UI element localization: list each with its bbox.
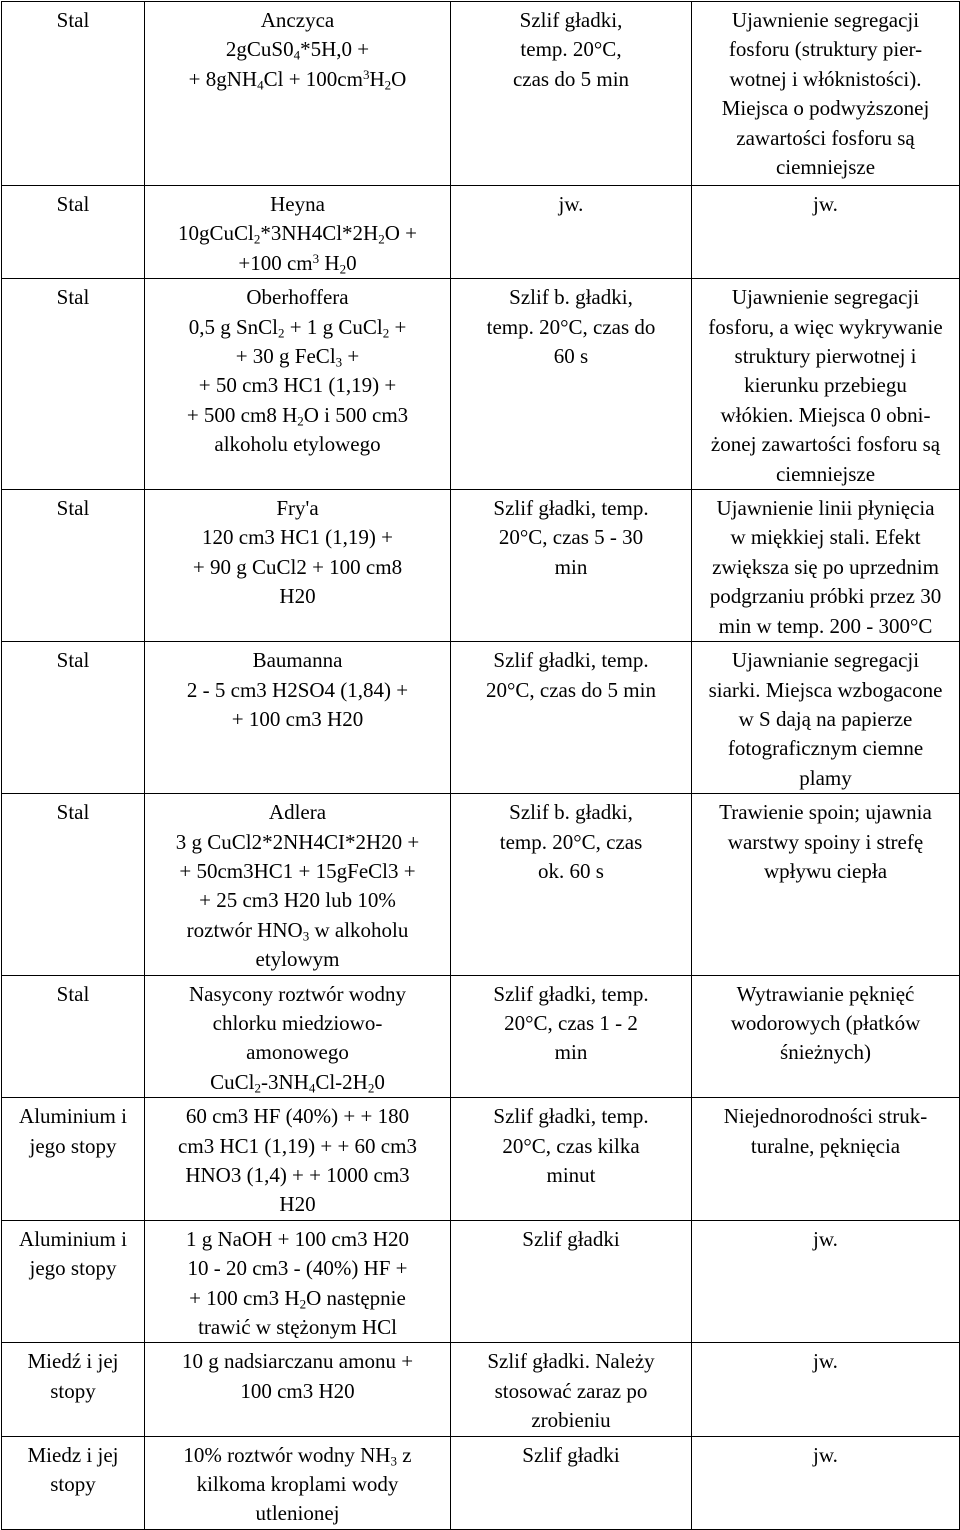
table-row bbox=[2, 1436, 960, 1529]
cell-line: Aluminium i bbox=[19, 1104, 127, 1129]
cell-line: + 100 cm3 $H_2O$ następnie bbox=[189, 1285, 406, 1311]
cell-line: minut bbox=[546, 1163, 596, 1187]
cell-line: Nasycony roztwór wodny bbox=[189, 981, 406, 1006]
cell-line: + 100 cm3 H20 bbox=[231, 706, 364, 731]
cell-line: + 50 cm3 HC1 (1,19) + bbox=[198, 373, 397, 398]
cell-line: amonowego bbox=[246, 1040, 349, 1065]
cell-line: + 90 g CuCl2 + 100 cm8 bbox=[192, 554, 403, 579]
cell-line: +100 $cm^3$ $H_20$ bbox=[238, 250, 357, 277]
material-cell bbox=[2, 279, 145, 490]
cell-line: stopy bbox=[50, 1472, 96, 1497]
cell-line: Szlif gładki, temp. bbox=[493, 648, 649, 673]
table-body bbox=[2, 2, 960, 1530]
cell-line: Miejsca o podwyższonej bbox=[721, 96, 930, 121]
cell-line: wotnej i włóknistości). bbox=[729, 66, 922, 91]
cell-line: Oberhoffera bbox=[246, 285, 349, 310]
cell-line: Szlif gładki, bbox=[519, 8, 623, 32]
cell-line: Szlif gładki. Należy bbox=[487, 1349, 655, 1374]
application-cell bbox=[692, 279, 960, 490]
reagent-cell bbox=[145, 1220, 451, 1343]
conditions-cell bbox=[451, 1343, 692, 1436]
cell-line: Ujawnienie segregacji bbox=[731, 285, 920, 310]
application-cell bbox=[692, 1220, 960, 1343]
cell-line: 20°C, czas 1 - 2 bbox=[504, 1010, 638, 1035]
application-cell bbox=[692, 2, 960, 186]
conditions-cell bbox=[451, 186, 692, 279]
cell-line: 60 s bbox=[553, 344, 589, 369]
cell-line: stosować zaraz po bbox=[494, 1378, 648, 1403]
cell-line: Stal bbox=[56, 800, 90, 825]
cell-line: włókien. Miejsca 0 obni- bbox=[720, 402, 931, 427]
reagent-cell bbox=[145, 279, 451, 490]
material-cell bbox=[2, 186, 145, 279]
cell-line: 20°C, czas 5 - 30 bbox=[498, 525, 644, 550]
cell-line: temp. 20°C, czas bbox=[499, 829, 643, 854]
cell-line: śnieżnych) bbox=[780, 1040, 871, 1065]
conditions-cell bbox=[451, 1220, 692, 1343]
cell-line: + $8gNH_4Cl + 100cm^3H_2O$ bbox=[188, 66, 407, 93]
cell-line: Aluminium i bbox=[19, 1226, 127, 1251]
cell-line: ciemniejsze bbox=[775, 155, 876, 180]
cell-line: temp. 20°C, czas do bbox=[486, 314, 656, 339]
cell-line: 120 cm3 HC1 (1,19) + bbox=[202, 525, 393, 550]
cell-line: Wytrawianie pęknięć bbox=[736, 981, 915, 1006]
application-cell bbox=[692, 642, 960, 794]
reagent-cell bbox=[145, 2, 451, 186]
reagent-cell bbox=[145, 1436, 451, 1529]
cell-line: Adlera bbox=[268, 800, 327, 825]
conditions-cell bbox=[451, 794, 692, 975]
cell-line: Stal bbox=[56, 8, 90, 32]
cell-line: Ujawnienie segregacji bbox=[731, 8, 920, 32]
cell-line: fosforu (struktury pier- bbox=[728, 37, 923, 62]
cell-line: 2 - 5 cm3 H2SO4 (1,84) + bbox=[186, 677, 409, 702]
cell-line: Szlif gładki bbox=[522, 1226, 620, 1251]
cell-line: Heyna bbox=[270, 192, 325, 216]
cell-line: ok. 60 s bbox=[538, 858, 604, 883]
cell-line: ciemniejsze bbox=[775, 461, 876, 486]
material-cell bbox=[2, 975, 145, 1098]
material-cell bbox=[2, 490, 145, 642]
material-cell bbox=[2, 642, 145, 794]
table-row bbox=[2, 490, 960, 642]
cell-line: H20 bbox=[279, 584, 316, 609]
cell-line: min bbox=[554, 554, 588, 579]
cell-line: 1 g NaOH + 100 cm3 H20 bbox=[186, 1226, 409, 1251]
cell-line: wodorowych (płatków bbox=[730, 1010, 921, 1035]
cell-line: plamy bbox=[799, 765, 852, 790]
cell-line: Niejednorodności struk- bbox=[723, 1104, 928, 1129]
cell-line: 20°C, czas do 5 min bbox=[486, 677, 656, 702]
application-cell bbox=[692, 975, 960, 1098]
table-row bbox=[2, 1098, 960, 1221]
cell-line: jw. bbox=[813, 1349, 838, 1374]
cell-line: warstwy spoiny i strefę bbox=[727, 829, 924, 854]
cell-line: zawartości fosforu są bbox=[736, 125, 915, 150]
cell-line: $2gCuS0_4*5H,0$ + bbox=[225, 37, 370, 63]
cell-line: Szlif gładki, temp. bbox=[493, 981, 649, 1006]
cell-line: w S dają na papierze bbox=[738, 706, 913, 731]
conditions-cell bbox=[451, 642, 692, 794]
table-row bbox=[2, 2, 960, 186]
material-cell bbox=[2, 1220, 145, 1343]
cell-line: temp. 20°C, bbox=[520, 37, 622, 62]
cell-line: struktury pierwotnej i bbox=[734, 344, 917, 369]
cell-line: wpływu ciepła bbox=[763, 858, 888, 883]
table-row bbox=[2, 794, 960, 975]
conditions-cell bbox=[451, 2, 692, 186]
reagent-cell bbox=[145, 490, 451, 642]
table-row bbox=[2, 975, 960, 1098]
reagent-cell bbox=[145, 1098, 451, 1221]
table-row bbox=[2, 1220, 960, 1343]
cell-line: jw. bbox=[813, 192, 838, 216]
application-cell bbox=[692, 490, 960, 642]
cell-line: alkoholu etylowego bbox=[214, 432, 381, 457]
cell-line: turalne, pęknięcia bbox=[750, 1133, 901, 1158]
table-row bbox=[2, 1343, 960, 1436]
cell-line: utlenionej bbox=[255, 1501, 340, 1526]
application-cell bbox=[692, 1343, 960, 1436]
cell-line: trawić w stężonym HCl bbox=[198, 1315, 397, 1340]
cell-line: kilkoma kroplami wody bbox=[196, 1472, 399, 1497]
cell-line: chlorku miedziowo- bbox=[212, 1010, 383, 1035]
cell-line: min bbox=[554, 1040, 588, 1065]
cell-line: kierunku przebiegu bbox=[744, 373, 907, 398]
cell-line: 10 - 20 cm3 - (40%) HF + bbox=[187, 1256, 408, 1281]
conditions-cell bbox=[451, 279, 692, 490]
cell-line: + 500 cm8 $H_2O$ i 500 cm3 bbox=[186, 402, 409, 429]
cell-line: Ujawnienie linii płynięcia bbox=[716, 496, 935, 521]
cell-line: jego stopy bbox=[29, 1133, 117, 1158]
cell-line: zwiększa się po uprzednim bbox=[712, 554, 939, 579]
cell-line: Szlif b. gładki, bbox=[509, 800, 633, 825]
cell-line: 0,5 g SnCl$_2$ + 1 g CuCl$_2$ + bbox=[188, 314, 407, 340]
reagent-cell bbox=[145, 642, 451, 794]
cell-line: 10% roztwór wodny $NH_3$ z bbox=[183, 1442, 412, 1468]
conditions-cell bbox=[451, 490, 692, 642]
table-row bbox=[2, 279, 960, 490]
cell-line: $10gCuCl_2*3NH4Cl*2H_2O$ + bbox=[178, 221, 417, 247]
reagent-cell bbox=[145, 794, 451, 975]
material-cell bbox=[2, 1098, 145, 1221]
material-cell bbox=[2, 794, 145, 975]
conditions-cell bbox=[451, 1098, 692, 1221]
cell-line: Stal bbox=[56, 192, 90, 216]
material-cell bbox=[2, 2, 145, 186]
cell-line: H20 bbox=[279, 1192, 316, 1217]
cell-line: jw. bbox=[558, 192, 584, 216]
cell-line: $CuCl_2-3NH_4Cl-2H_20$ bbox=[210, 1069, 385, 1096]
cell-line: Trawienie spoin; ujawnia bbox=[719, 800, 932, 825]
cell-line: czas do 5 min bbox=[512, 66, 630, 91]
cell-line: jego stopy bbox=[29, 1256, 117, 1281]
cell-line: 20°C, czas kilka bbox=[502, 1133, 640, 1158]
cell-line: Stal bbox=[56, 981, 90, 1006]
cell-line: HNO3 (1,4) + + 1000 cm3 bbox=[185, 1163, 410, 1187]
cell-line: Miedź i jej bbox=[27, 1349, 119, 1374]
table-row bbox=[2, 186, 960, 279]
cell-line: zrobieniu bbox=[531, 1408, 611, 1433]
cell-line: 3 g CuCl2*2NH4CI*2H20 + bbox=[175, 829, 420, 854]
cell-line: Ujawnianie segregacji bbox=[731, 648, 920, 673]
cell-line: min w temp. 200 - 300°C bbox=[718, 613, 933, 638]
cell-line: + 25 cm3 H20 lub 10% bbox=[199, 888, 396, 913]
reagent-cell bbox=[145, 975, 451, 1098]
etching-reagents-table bbox=[1, 1, 960, 1530]
cell-line: Stal bbox=[56, 285, 90, 310]
application-cell bbox=[692, 186, 960, 279]
cell-line: fotograficznym ciemne bbox=[727, 736, 924, 761]
cell-line: Szlif gładki, temp. bbox=[493, 1104, 649, 1129]
cell-line: siarki. Miejsca wzbogacone bbox=[708, 677, 943, 702]
cell-line: jw. bbox=[813, 1442, 838, 1467]
reagent-cell bbox=[145, 1343, 451, 1436]
table-row bbox=[2, 642, 960, 794]
cell-line: roztwór $HNO_3$ w alkoholu bbox=[186, 917, 409, 943]
reagent-cell bbox=[145, 186, 451, 279]
cell-line: 10 g nadsiarczanu amonu + bbox=[181, 1349, 414, 1374]
material-cell bbox=[2, 1436, 145, 1529]
material-cell bbox=[2, 1343, 145, 1436]
cell-line: etylowym bbox=[255, 947, 340, 972]
cell-line: stopy bbox=[50, 1378, 96, 1403]
cell-line: 60 cm3 HF (40%) + + 180 bbox=[185, 1104, 410, 1129]
cell-line: Anczyca bbox=[260, 8, 335, 32]
application-cell bbox=[692, 1098, 960, 1221]
application-cell bbox=[692, 1436, 960, 1529]
conditions-cell bbox=[451, 1436, 692, 1529]
cell-line: Stal bbox=[56, 496, 90, 521]
cell-line: Szlif gładki bbox=[522, 1442, 620, 1467]
cell-line: Szlif b. gładki, bbox=[509, 285, 633, 310]
cell-line: w miękkiej stali. Efekt bbox=[730, 525, 921, 550]
application-cell bbox=[692, 794, 960, 975]
cell-line: 100 cm3 H20 bbox=[240, 1378, 355, 1403]
cell-line: Baumanna bbox=[252, 648, 343, 673]
cell-line: fosforu, a więc wykrywanie bbox=[708, 314, 943, 339]
cell-line: Szlif gładki, temp. bbox=[493, 496, 649, 521]
cell-line: jw. bbox=[813, 1226, 838, 1251]
cell-line: Miedz i jej bbox=[27, 1442, 119, 1467]
cell-line: + 50cm3HC1 + 15gFeCl3 + bbox=[179, 858, 416, 883]
cell-line: podgrzaniu próbki przez 30 bbox=[709, 584, 942, 609]
conditions-cell bbox=[451, 975, 692, 1098]
cell-line: Stal bbox=[56, 648, 90, 673]
cell-line: cm3 HC1 (1,19) + + 60 cm3 bbox=[178, 1133, 417, 1158]
cell-line: żonej zawartości fosforu są bbox=[710, 432, 941, 457]
cell-line: + 30 g FeCl$_3$ + bbox=[235, 344, 360, 370]
cell-line: Fry'a bbox=[276, 496, 319, 521]
